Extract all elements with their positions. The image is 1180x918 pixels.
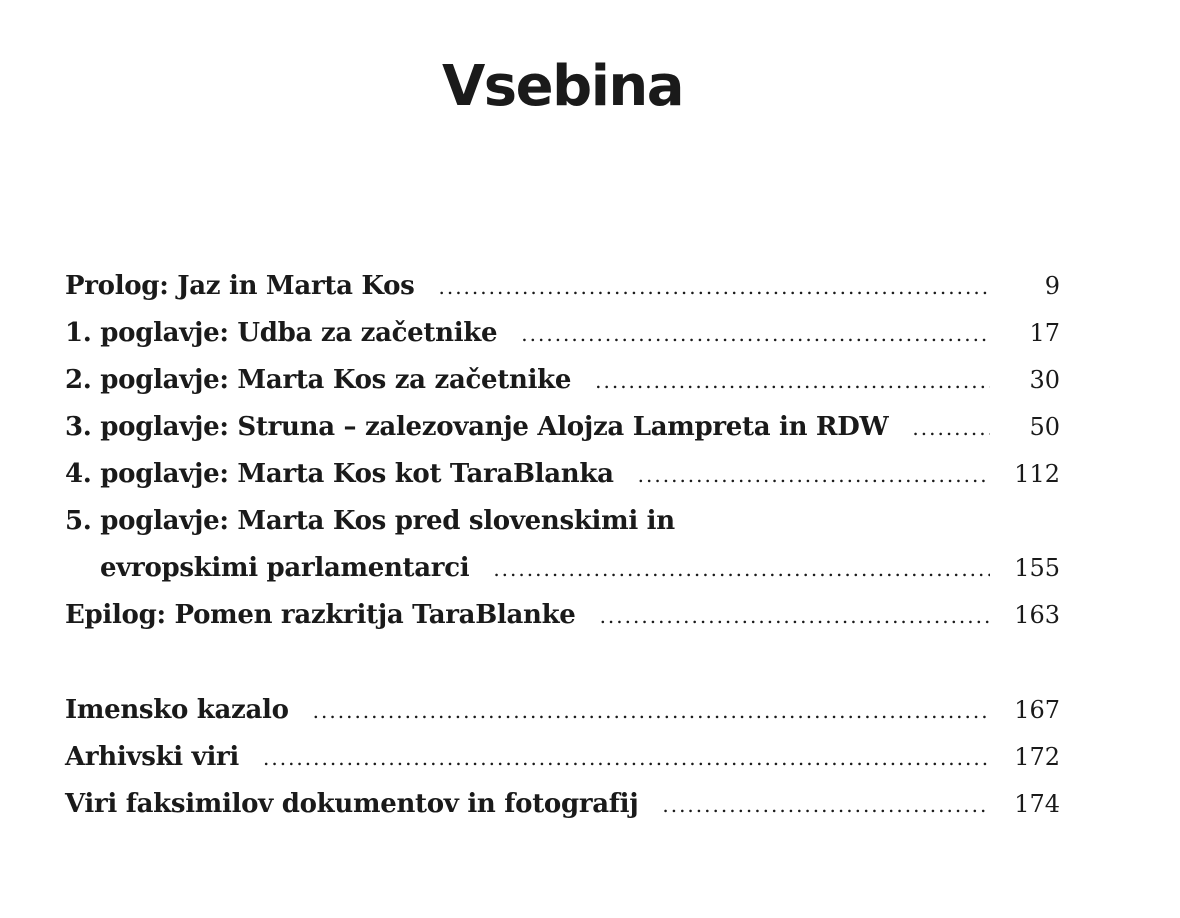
- toc-page-number: 172: [1014, 743, 1060, 771]
- toc-page-number: 167: [1014, 696, 1060, 724]
- toc-page-number: 17: [1029, 319, 1060, 347]
- toc-entry-label: Prolog: Jaz in Marta Kos: [65, 271, 415, 301]
- toc-entry-label: Epilog: Pomen razkritja TaraBlanke: [65, 600, 576, 630]
- toc-entry-label: 5. poglavje: Marta Kos pred slovenskimi in: [65, 506, 675, 536]
- dot-leader: [638, 452, 990, 499]
- toc-entry-epilog: [65, 592, 1060, 639]
- toc-entry-label: Imensko kazalo: [65, 695, 289, 725]
- dot-leader: [493, 546, 990, 593]
- dot-leader: [438, 264, 990, 311]
- toc-entry-chapter-3: [65, 404, 1060, 451]
- dot-leader: [662, 782, 990, 829]
- toc-page-number: 9: [1044, 272, 1060, 300]
- toc-page-number: 30: [1029, 366, 1060, 394]
- dot-leader: [313, 688, 990, 735]
- toc-entry-name-index: [65, 687, 1060, 734]
- dot-leader: [600, 593, 990, 640]
- toc-page-number: 50: [1029, 413, 1060, 441]
- toc-entry-prolog: [65, 263, 1060, 310]
- section-gap: [65, 639, 1060, 687]
- page-title: Vsebina: [441, 54, 684, 119]
- toc-entry-chapter-1: [65, 310, 1060, 357]
- toc-entry-label: 3. poglavje: Struna – zalezovanje Alojza Lampreta in RDW: [65, 412, 889, 442]
- dot-leader: [912, 405, 990, 452]
- toc-entry-label: evropskimi parlamentarci: [100, 553, 470, 583]
- toc-page-number: 112: [1014, 460, 1060, 488]
- dot-leader: [521, 311, 990, 358]
- toc-entry-facsimile-sources: [65, 781, 1060, 828]
- toc-entry-archive-sources: [65, 734, 1060, 781]
- dot-leader: [263, 735, 990, 782]
- toc-entry-label: 1. poglavje: Udba za začetnike: [65, 318, 498, 348]
- toc-entry-chapter-4: [65, 451, 1060, 498]
- dot-leader: [595, 358, 990, 405]
- toc-entry-label: Arhivski viri: [65, 742, 239, 772]
- toc-entry-label: 2. poglavje: Marta Kos za začetnike: [65, 365, 572, 395]
- toc-page-number: 163: [1014, 601, 1060, 629]
- toc-entry-label: Viri faksimilov dokumentov in fotografij: [65, 789, 639, 819]
- toc-page-number: 155: [1014, 554, 1060, 582]
- toc-entry-label: 4. poglavje: Marta Kos kot TaraBlanka: [65, 459, 614, 489]
- toc-page-number: 174: [1014, 790, 1060, 818]
- toc-entry-chapter-5-line-1: [65, 498, 1060, 545]
- toc-entry-chapter-2: [65, 357, 1060, 404]
- table-of-contents: [65, 263, 1060, 828]
- toc-entry-chapter-5-line-2: [65, 545, 1060, 592]
